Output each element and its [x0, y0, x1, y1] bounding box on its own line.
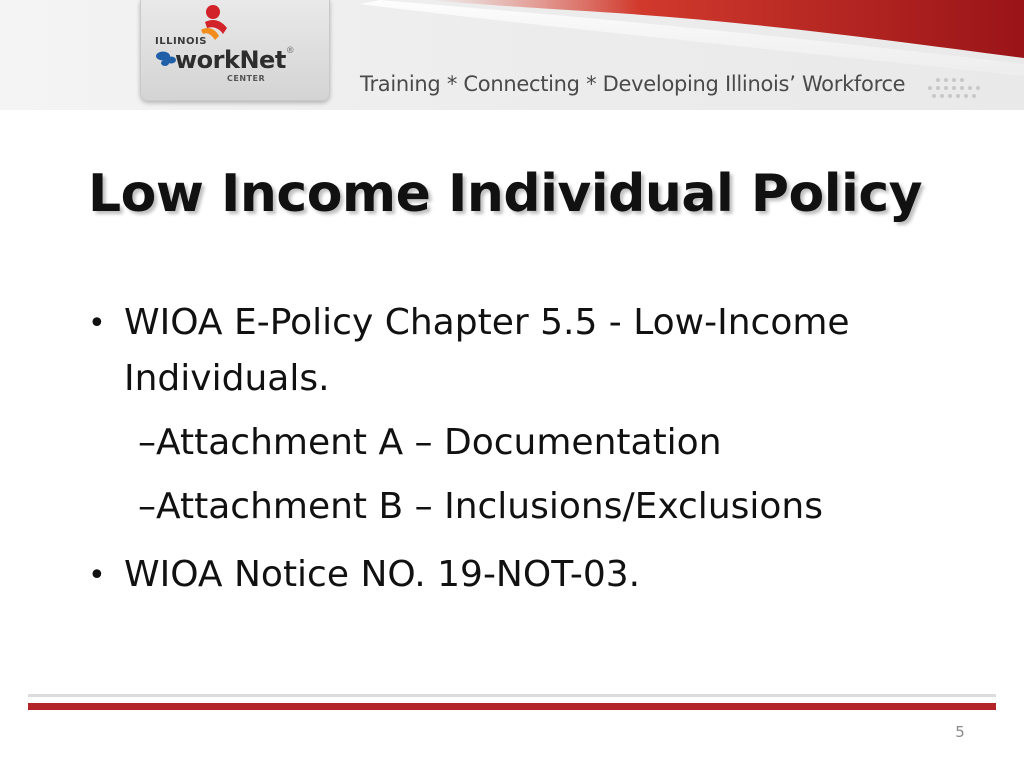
bullet-2-line-1: WIOA Notice NO. 19-NOT-03. — [124, 554, 641, 595]
header-banner — [0, 0, 1024, 110]
page-number: 5 — [955, 723, 965, 741]
logo-center-text: CENTER — [227, 74, 266, 83]
workNet-logo[interactable] — [140, 0, 330, 101]
registered-mark: ® — [285, 46, 295, 56]
sub-bullet-1 — [138, 422, 722, 463]
logo-name-text: workNet — [175, 46, 286, 74]
sub-bullet-2 — [138, 486, 823, 527]
sub-bullet-2-text: Attachment B – Inclusions/Exclusions — [156, 486, 823, 527]
sub-bullet-1-text: Attachment A – Documentation — [156, 422, 722, 463]
bullet-symbol: • — [88, 306, 106, 341]
header-tagline: Training * Connecting * Developing Illinois’ Workforce — [360, 72, 906, 96]
sub-bullet-dash: – — [138, 422, 156, 463]
footer-divider-light — [28, 694, 996, 697]
bullet-1-line-2: Individuals. — [124, 358, 330, 399]
logo-name — [175, 46, 294, 74]
footer-divider-red — [28, 703, 996, 710]
sub-bullet-dash: – — [138, 486, 156, 527]
bullet-1-line-1: WIOA E-Policy Chapter 5.5 - Low-Income — [124, 302, 850, 343]
bullet-symbol: • — [88, 558, 106, 593]
logo-state-text: ILLINOIS — [155, 36, 207, 47]
slide-title: Low Income Individual Policy — [88, 164, 923, 224]
